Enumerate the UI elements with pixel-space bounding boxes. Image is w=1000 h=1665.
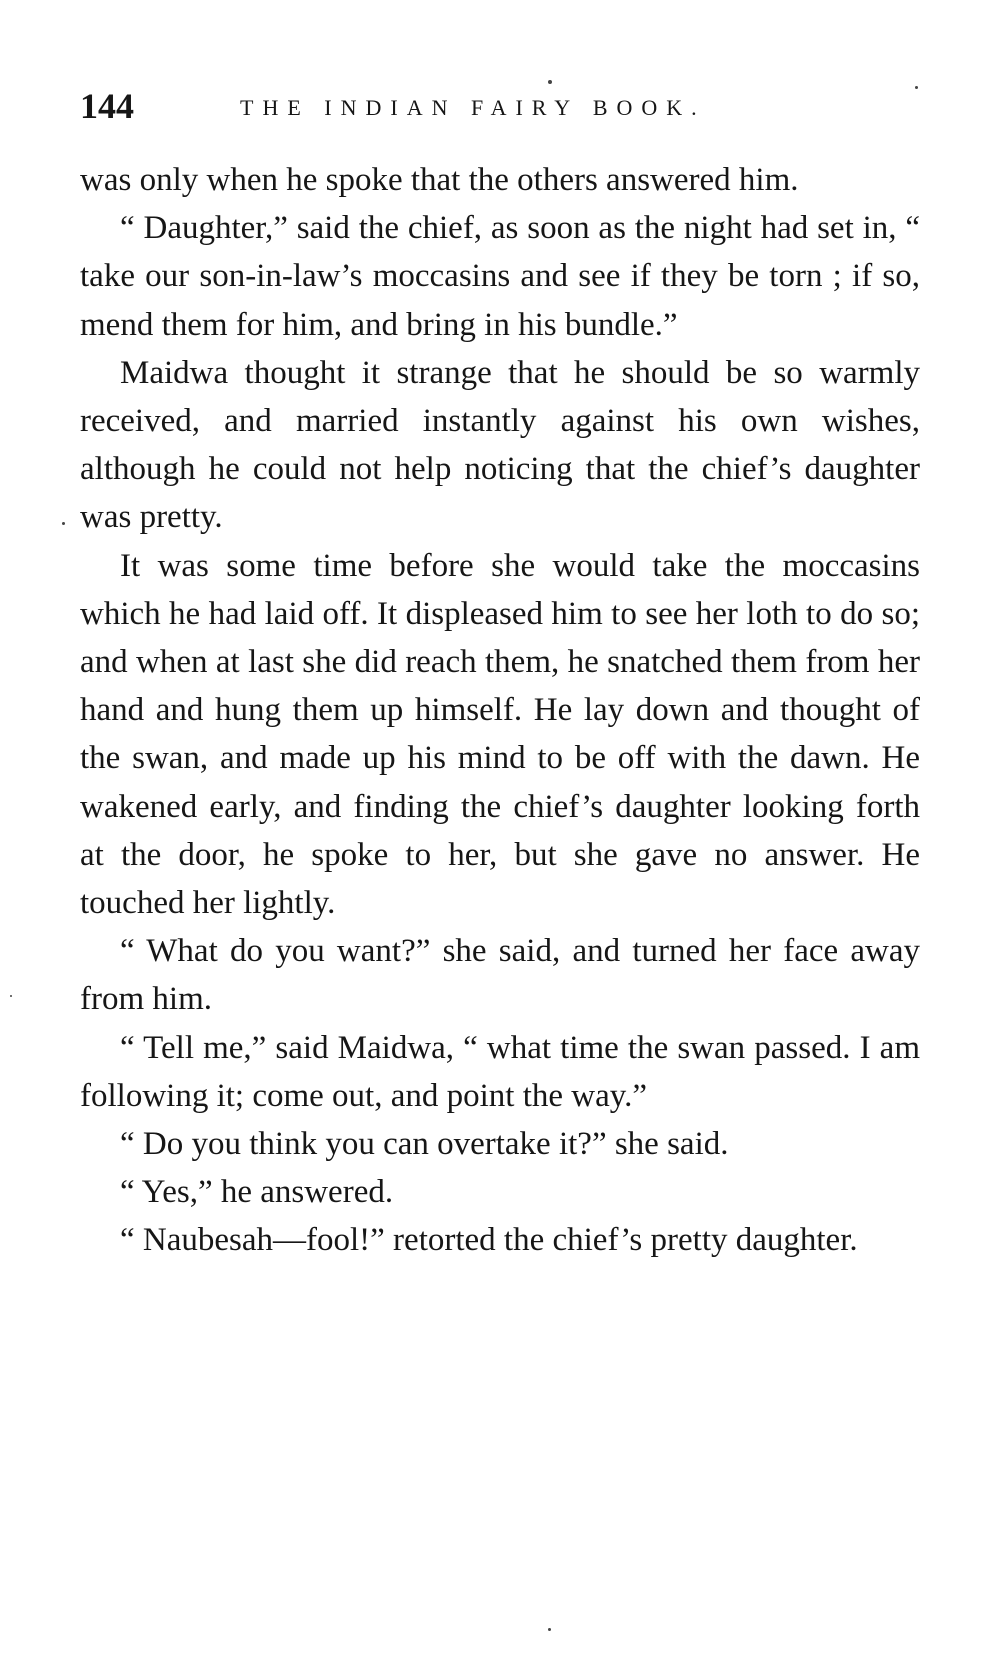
running-title: THE INDIAN FAIRY BOOK. xyxy=(240,95,706,120)
page-number: 144 xyxy=(80,86,134,126)
scan-speck xyxy=(548,1628,551,1631)
scan-speck xyxy=(62,522,65,525)
scan-speck xyxy=(915,86,918,89)
running-header xyxy=(80,86,920,130)
paragraph: “ What do you want?” she said, and turned her face away from him. xyxy=(80,933,920,1018)
paragraph: Maidwa thought it strange that he should be so warmly received, and married instantly against his own wishes, although he could not help noticing that the chief’s daughter was pretty. xyxy=(80,354,920,536)
paragraph: “ Yes,” he answered. xyxy=(120,1174,394,1211)
scan-speck xyxy=(548,80,552,84)
paragraph: was only when he spoke that the others answered him. xyxy=(80,162,799,198)
paragraph: It was some time before she would take the moccasins which he had laid off. It displeased him to see her loth to do so; and when at last she did reach them, he snatched them from her hand and hung them up himself. He lay down and thought of the swan, and made up his mind to be off with the dawn. He wakened early, and finding the chief’s daughter looking forth at the door, he spoke to her, but she gave no answer. He touched her lightly. xyxy=(80,547,920,922)
paragraph: “ Daughter,” said the chief, as soon as the night had set in, “ take our son-in-law’s moccasins and see if they be torn ; if so, mend them for him, and bring in his bundle.” xyxy=(80,210,920,343)
paragraph: “ Tell me,” said Maidwa, “ what time the swan passed. I am following it; come out, and point the way.” xyxy=(80,1029,920,1114)
scan-speck xyxy=(10,995,12,997)
paragraph: “ Naubesah—fool!” retorted the chief’s pretty daughter. xyxy=(120,1222,858,1259)
paragraph: “ Do you think you can overtake it?” she said. xyxy=(120,1126,729,1163)
body-text xyxy=(80,156,920,1265)
